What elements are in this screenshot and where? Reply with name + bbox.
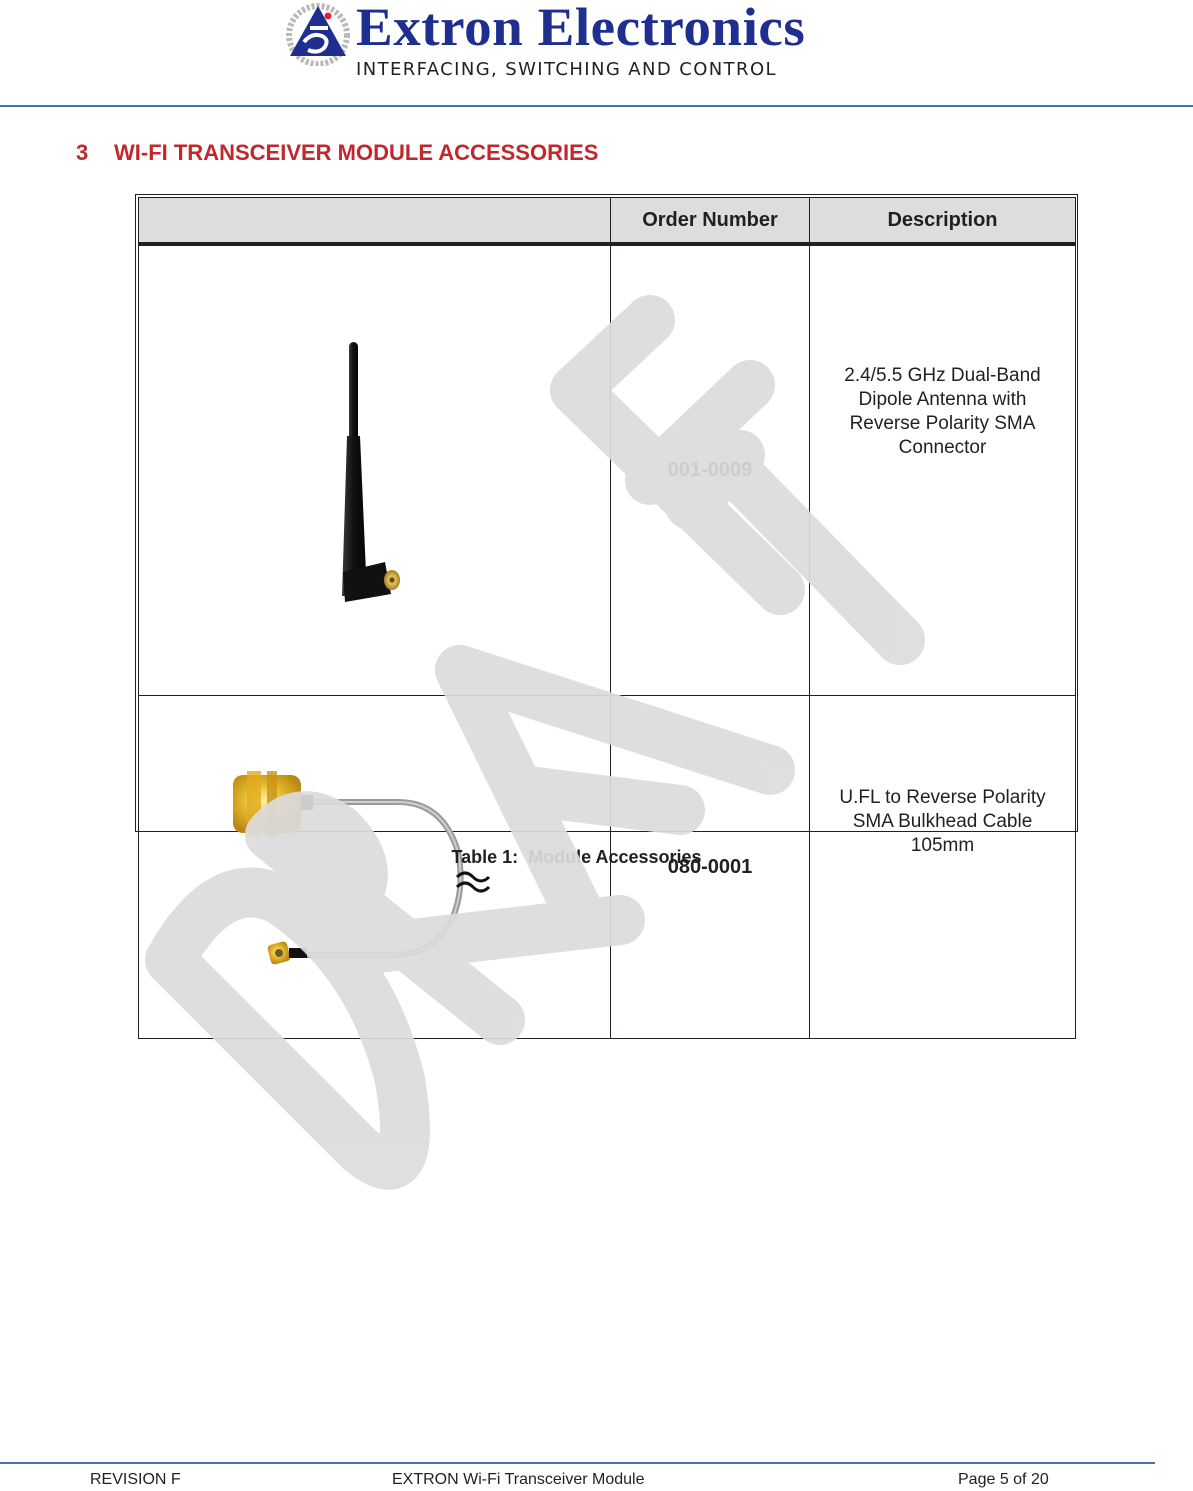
extron-s3-triangle-logo-icon: [284, 2, 352, 66]
footer-rule: [0, 1462, 1155, 1464]
order-number: 001-0009: [611, 244, 810, 696]
header-rule: [0, 105, 1193, 107]
footer-document-title: EXTRON Wi-Fi Transceiver Module: [392, 1471, 645, 1488]
description-line: Dipole Antenna with: [858, 389, 1027, 410]
description-line: 2.4/5.5 GHz Dual-Band: [844, 365, 1041, 386]
product-image-cell: [139, 244, 611, 696]
section-title: WI-FI TRANSCEIVER MODULE ACCESSORIES: [114, 140, 599, 165]
description-line: 105mm: [910, 835, 975, 856]
table-header-row: [139, 198, 1076, 245]
section-heading: [76, 140, 598, 166]
description-line: SMA Bulkhead Cable: [852, 811, 1033, 832]
table-row: [139, 244, 1076, 696]
extron-logo: [284, 2, 908, 82]
footer-revision: REVISION F: [90, 1471, 181, 1488]
column-header-order-number: Order Number: [611, 198, 810, 245]
description-line: U.FL to Reverse Polarity: [839, 787, 1046, 808]
section-number: 3: [76, 140, 89, 165]
logo-tagline: INTERFACING, SWITCHING AND CONTROL: [356, 59, 777, 80]
column-header-description: Description: [810, 198, 1076, 245]
column-header-image: [139, 198, 611, 245]
dipole-antenna-image: [325, 326, 425, 616]
table-caption: Table 1: Module Accessories: [451, 847, 702, 867]
footer-page-number: Page 5 of 20: [958, 1471, 1049, 1488]
description-line: Reverse Polarity SMA: [849, 413, 1036, 434]
description: [810, 244, 1076, 696]
accessories-table: [138, 197, 1076, 1039]
logo-wordmark: Extron Electronics: [356, 0, 806, 57]
description-line: Connector: [898, 437, 987, 458]
order-number: 080-0001: [611, 696, 810, 1039]
